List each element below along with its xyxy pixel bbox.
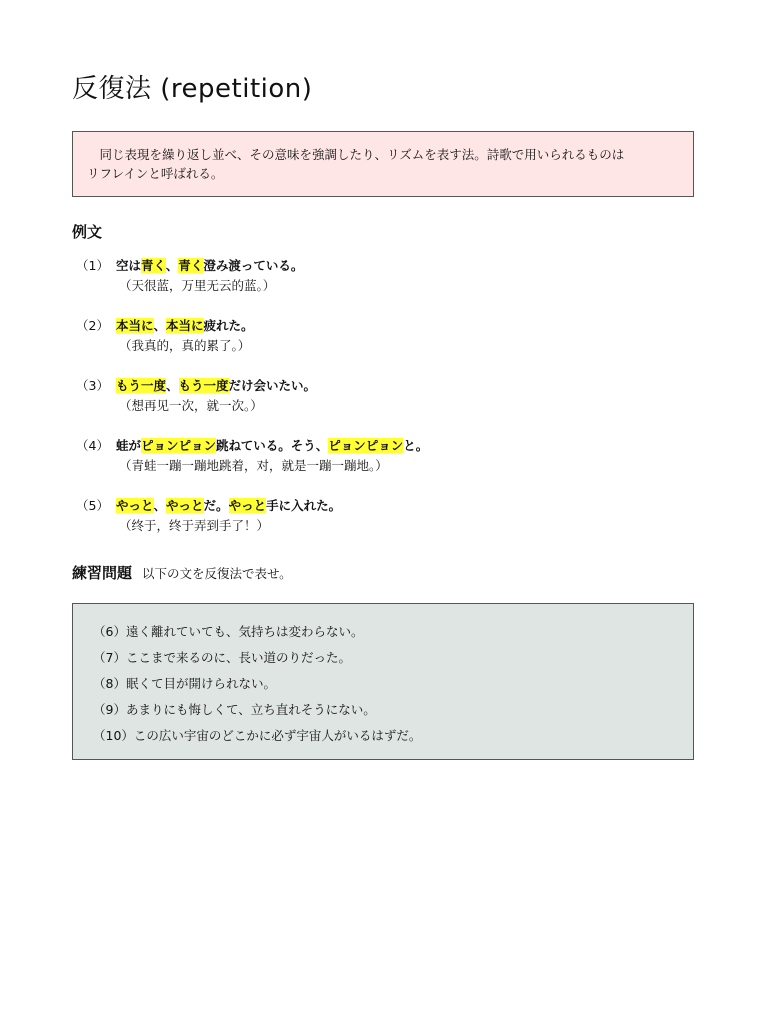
example-5 — [76, 496, 696, 535]
text-part: 、 — [153, 498, 167, 513]
example-sentence — [76, 496, 696, 516]
example-2 — [76, 316, 696, 355]
highlighted-repetition: 青く — [141, 258, 166, 273]
highlighted-repetition: やっと — [116, 498, 154, 513]
example-number: （3） — [76, 378, 109, 393]
example-sentence — [76, 376, 696, 396]
example-number: （5） — [76, 498, 109, 513]
text-part: 疲れた。 — [203, 318, 254, 333]
example-number: （1） — [76, 258, 109, 273]
exercise-item: （8）眠くて目が開けられない。 — [93, 676, 276, 691]
example-1 — [76, 256, 696, 295]
highlighted-repetition: 本当に — [116, 318, 154, 333]
text-part: 、 — [166, 378, 179, 393]
example-sentence — [76, 436, 696, 456]
text-part: 、 — [153, 318, 167, 333]
exercise-box — [72, 603, 694, 760]
highlighted-repetition: やっと — [228, 498, 267, 513]
text-part: 跳ねている。そう、 — [216, 438, 329, 453]
example-translation: （天很蓝，万里无云的蓝。） — [119, 278, 276, 293]
example-translation: （终于，终于弄到手了！） — [119, 518, 270, 533]
highlighted-repetition: 本当に — [166, 318, 204, 333]
text-part: 蛙が — [116, 438, 142, 453]
exercise-item: （7）ここまで来るのに、長い道のりだった。 — [93, 650, 351, 665]
text-part: 、 — [165, 258, 179, 273]
example-translation: （我真的，真的累了。） — [119, 338, 251, 353]
text-part: だ。 — [203, 498, 229, 513]
exercises-instruction: 以下の文を反復法で表せ。 — [142, 566, 292, 581]
example-sentence — [76, 316, 696, 336]
highlighted-repetition: ピョンピョン — [328, 438, 404, 453]
text-part: 空は — [116, 258, 142, 273]
highlighted-repetition: もう一度 — [116, 378, 167, 393]
text-part: 澄み渡っている。 — [203, 258, 304, 273]
highlighted-repetition: ピョンピョン — [141, 438, 217, 453]
example-translation: （想再见一次，就一次。） — [119, 398, 263, 413]
definition-line-1: 同じ表現を繰り返し並べ、その意味を強調したり、リズムを表す法。詩歌で用いられるものは — [99, 147, 625, 162]
exercises-heading: 練習問題 — [72, 564, 133, 582]
example-number: （2） — [76, 318, 109, 333]
exercises-heading-row — [72, 562, 292, 583]
example-4 — [76, 436, 696, 475]
exercise-item: （10）この広い宇宙のどこかに必ず宇宙人がいるはずだ。 — [93, 728, 422, 743]
text-part: 手に入れた。 — [266, 498, 342, 513]
highlighted-repetition: やっと — [166, 498, 204, 513]
exercise-item: （6）遠く離れていても、気持ちは変わらない。 — [93, 624, 364, 639]
definition-box — [72, 131, 694, 197]
exercise-item: （9）あまりにも悔しくて、立ち直れそうにない。 — [93, 702, 376, 717]
page-title: 反復法 (repetition) — [72, 74, 313, 104]
definition-line-2: リフレインと呼ばれる。 — [87, 166, 224, 181]
example-number: （4） — [76, 438, 109, 453]
example-3 — [76, 376, 696, 415]
example-translation: （青蛙一蹦一蹦地跳着，对，就是一蹦一蹦地。） — [119, 458, 388, 473]
highlighted-repetition: もう一度 — [178, 378, 229, 393]
example-sentence — [76, 256, 696, 276]
highlighted-repetition: 青く — [178, 258, 204, 273]
examples-heading: 例文 — [72, 223, 103, 241]
text-part: と。 — [403, 438, 429, 453]
text-part: だけ会いたい。 — [228, 378, 317, 393]
